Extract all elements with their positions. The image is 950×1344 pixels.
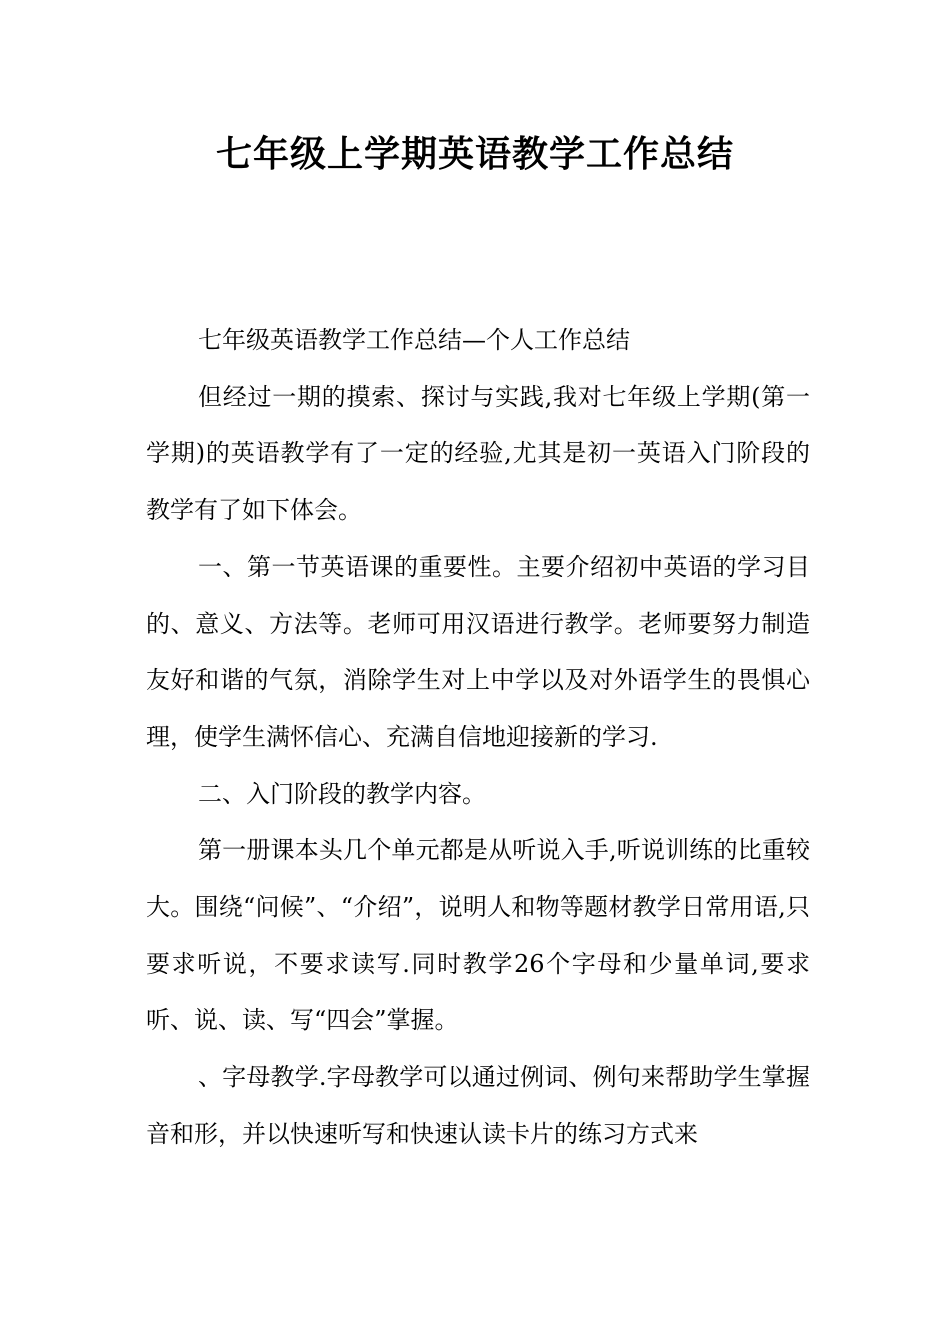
section-two-heading: 二、入门阶段的教学内容。 xyxy=(198,779,486,808)
document-body xyxy=(146,312,810,1163)
subtitle-paragraph: 七年级英语教学工作总结—个人工作总结 xyxy=(198,326,630,354)
document-title: 七年级上学期英语教学工作总结 xyxy=(215,133,734,175)
intro-paragraph: 但经过一期的摸索、探讨与实践,我对七年级上学期(第一学期)的英语教学有了一定的经验,尤其是初一英语入门阶段的教学有了如下体会。 xyxy=(146,382,810,525)
alphabet-paragraph: 、字母教学.字母教学可以通过例词、例句来帮助学生掌握音和形，并以快速听写和快速认读卡片的练习方式来 xyxy=(146,1063,810,1148)
section-one-paragraph: 一、第一节英语课的重要性。主要介绍初中英语的学习目的、意义、方法等。老师可用汉语进行教学。老师要努力制造友好和谐的气氛，消除学生对上中学以及对外语学生的畏惧心理，使学生满怀信心、充满自信地迎接新的学习. xyxy=(146,552,810,751)
textbook-paragraph: 第一册课本头几个单元都是从听说入手,听说训练的比重较大。围绕“问候”、“介绍”，说明人和物等题材教学日常用语,只要求听说，不要求读写.同时教学26个字母和少量单词,要求听、说、读、写“四会”掌握。 xyxy=(146,836,810,1035)
